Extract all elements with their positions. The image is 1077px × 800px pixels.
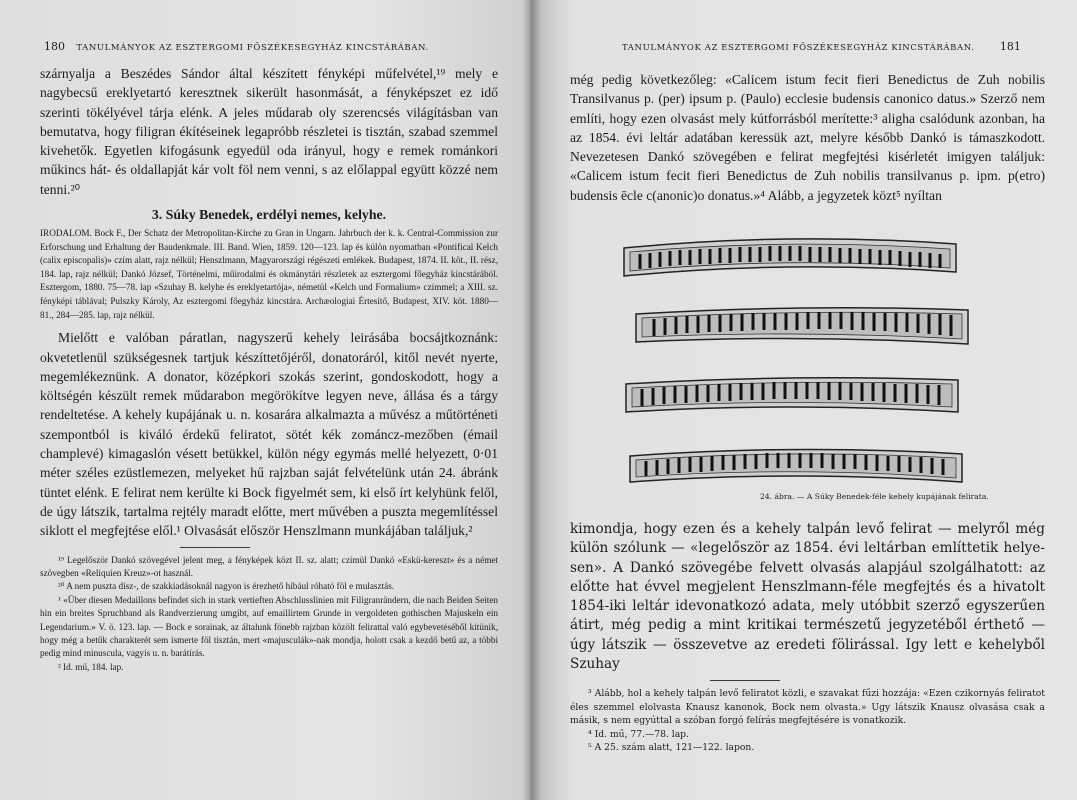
right-footnote-3: ³ Alább, hol a kehely talpán levő feliratot közli, e szavakat fűzi hozzája: «Ezen czikornyás feliratot éles szemmel elolvasta Knausz kanonok, Bock nem olvasta.» Ugy látszik Knausz olvasása csak a másik, s nem egyúttal a szóban forgó felírás megfejtésére is vonatkozik. — [570, 688, 1045, 727]
left-main-paragraph: Mielőtt e valóban páratlan, nagyszerű kehely leirásába bocsájtkoznánk: okvetetlenül szükségesnek tartjuk készíttetőjéről, donatoráról, kitől nevét nyerte, megemlékeznünk. A donator, középkori szokás szerint, gondoskodott, hogy a költségén készült remek műdarabon megörökítve legyen neve, állása és a tárgy rendeltetése. A kehely kupájának u. n. kosarára alkalmazta a művész a műtörténeti szempontból is kiváló érdekű feliratot, sötét kék zománcz-mezőben (émail champlevé) kimagaslón vésett betükkel, külön négy egymás mellé helyezett, 0·01 méter széles ezüstlemezen, melyeket hű rajzban saját felvételünk után 24. ábránk tüntet elénk. E felirat nem kerülte ki Bock figyelmét sem, ki első írt kelyhünk felől, de úgy látszik, tartalma rejtély maradt előtte, mert művében a puszta megemlítéssel siklott el megfejtése elől.¹ Olvasását először Henszlmann munkájában találjuk,² — [40, 330, 498, 539]
right-running-head-title: TANULMÁNYOK AZ ESZTERGOMI FŐSZÉKESEGYHÁZ KINCSTÁRÁBAN. — [622, 43, 975, 53]
left-footnote-2: ² Id. mű, 184. lap. — [58, 661, 124, 672]
right-footnote-5: ⁵ A 25. szám alatt, 121—122. lapon. — [588, 742, 755, 753]
inscription-band-4 — [626, 440, 966, 486]
right-footnote-rule — [710, 680, 780, 681]
inscription-figure — [610, 222, 1010, 522]
footnote-rule — [180, 547, 250, 548]
right-footnote-4: ⁴ Id. mű, 77.—78. lap. — [588, 728, 689, 740]
left-intro-paragraph: szárnyalja a Beszédes Sándor által készített fényképi műfelvétel,¹⁹ mely e nagybecsű ereklyetartó keresztnek sikerült hasonmását, a fényképszet ez idő szerinti tökélyével tárja elénk. A jeles műdarab oly szerencsés világításban van bemutatva, hogy filigran ékítéseinek legapróbb részletei is tisztán, szabad szemmel kivehetők. Egyetlen kifogásunk egyedül oda irányul, hogy e remek románkori műkincs hát- és oldallapját kár volt föl nem venni, s az előlappal együtt közzé nem tenni.²⁰ — [40, 66, 498, 197]
left-running-head — [36, 40, 429, 53]
right-page — [530, 0, 1077, 800]
right-body — [570, 70, 1045, 205]
left-footnote-19: ¹⁹ Legelőször Dankó szövegével jelent meg, a fényképek közt II. sz. alatt; czímül Dankó «Eskü-kereszt» és a német szövegben «Reliquien Kreuz»-ot használ. — [40, 554, 498, 578]
left-body — [40, 64, 498, 674]
left-footnote-20: ²⁰ A nem puszta dísz-, de szakkiadásoknál nagyon is érezhető hibául róható föl e mulasztás. — [58, 581, 395, 592]
right-top-paragraph: még pedig következőleg: «Calicem istum fecit fieri Benedictus de Zuh nobilis Transilvanus p. (per) ipsum p. (Paulo) ecclesie budensis canonico datus.» Szerző nem említi, hogy ezen olvasást mely kútforrásból merítette:³ aligha csalódunk azonban, ha az 1854. évi leltár adatában keressük azt, melyre később Dankó is támaszkodott. Nevezetesen Dankó szövegében e felirat megfejtési kisérletét imigyen találjuk: «Calicem istum fecit fieri Benedictus de Zuh nobilis transilvanus p. ipm. p(etro) budensis ēcle c(anonic)o donatus.»⁴ Alább, a jegyzetek közt⁵ nyíltan — [570, 72, 1045, 203]
left-running-head-title: TANULMÁNYOK AZ ESZTERGOMI FŐSZÉKESEGYHÁZ KINCSTÁRÁBAN. — [76, 43, 429, 53]
left-page — [0, 0, 530, 800]
left-footnote-1: ¹ «Über diesen Medaillons befindet sich in stark vertieften Abschlusslinien mit Filigranrändern, die nach Beiden Seiten hin ein breites Spruchband als Randverzierung umgibt, auf emaillirtem Grunde in vergoldeten gothischen Majuskeln ein Legendarium.» V. ö. 123. lap. — Bock e sorainak, az általunk fönebb rajzban közölt felirattal való egybevetéséből kitünik, hogy még a betűk charakterét sem ismerte föl tisztán, mert «majusculák»-nak mondja, holott csak a kezdő betű az, a többi pedig mind minuscula, vagyis u. n. barátírás. — [40, 594, 498, 659]
inscription-band-1 — [620, 232, 960, 278]
right-after-paragraph: kimondja, hogy ezen és a kehely talpán levő felirat — melyről még külön szólunk — «legelőször az 1854. évi leltárban említtetik helyesen». A Dankó szövegébe felvett olvasás alapjául szolgálhatott: az előtte hat évvel megjelent Henszlmann-féle megfejtés és a hivatolt 1854-iki leltár idevonatkozó adata, mely utóbbit szerző egyszerűen átirt, még pedig a mint kritikai természetű jegyzetéből érthető — úgy látszik — összevetve az eredeti fölirással. Igy lett e kehelyből Szuhay — [570, 521, 1045, 673]
inscription-band-2 — [632, 304, 972, 350]
literature-paragraph: IRODALOM. Bock F., Der Schatz der Metropolitan-Kirche zu Gran in Ungarn. Jahrbuch der k. k. Central-Commission zur Erforschung und Erhaltung der Baudenkmale. III. Band. Wien, 1859. 120—123. lap és külön nyomatban «Pontifical Kelch (calix episcopalis)» czím alatt, rajz nélkül; Henszlmann, Magyarországi régészeti emlékek. Budapest, 1874. II. köt., II. rész, 184. lap, rajz nélkül; Dankó József, Történelmi, műirodalmi és okmánytári részletek az esztergomi főegyház kincstárából. Esztergom, 1880. 75—78. lap «Szuhay B. kelyhe és ereklyetartója», németül «Kelch und Formalium» czímmel; a XIII. sz. fényképi táblával; Pulszky Károly, Az esztergomi főegyház kincstára. Archæologiai Értesítő, Budapest, XIV. köt. 1880—81., 284—285. lap, rajz nélkül. — [40, 228, 498, 320]
right-page-number: 181 — [999, 40, 1021, 53]
right-running-head — [622, 40, 1029, 53]
right-after-figure — [570, 520, 1045, 754]
book-gutter — [522, 0, 542, 800]
inscription-band-3 — [622, 372, 962, 418]
left-page-number: 180 — [44, 40, 65, 53]
section-heading: 3. Súky Benedek, erdélyi nemes, kelyhe. — [151, 207, 387, 223]
figure-caption: 24. ábra. — A Súky Benedek-féle kehely kupájának felirata. — [760, 492, 989, 501]
